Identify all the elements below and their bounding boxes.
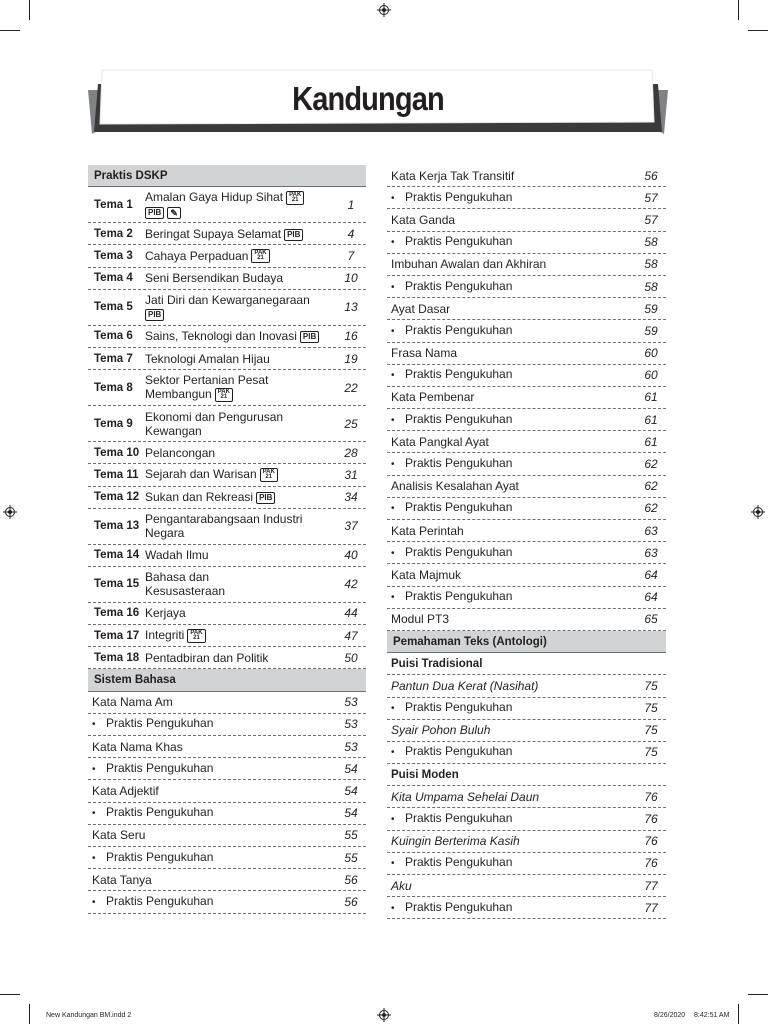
- toc-row[interactable]: Pantun Dua Kerat (Nasihat) 75: [387, 675, 666, 697]
- toc-row-tema-13[interactable]: Tema 13 Pengantarabangsaan Industri Negara 37: [88, 509, 366, 545]
- toc-row[interactable]: Kata Pembenar 61: [387, 387, 666, 409]
- bullet-icon: •: [391, 814, 395, 826]
- toc-row-praktis[interactable]: • Praktis Pengukuhan 59: [387, 320, 666, 342]
- bullet-icon: •: [391, 592, 395, 604]
- section-header-praktis-dskp: Praktis DSKP: [88, 165, 366, 187]
- toc-row[interactable]: Kuingin Berterima Kasih 76: [387, 831, 666, 853]
- toc-row[interactable]: Modul PT3 65: [387, 609, 666, 631]
- toc-row-praktis[interactable]: • Praktis Pengukuhan 58: [387, 232, 666, 254]
- bullet-icon: •: [92, 763, 96, 775]
- registration-mark-icon: [751, 505, 765, 519]
- bullet-icon: •: [92, 808, 96, 820]
- pak21-badge-icon: PAK 21: [260, 468, 278, 482]
- toc-row-praktis[interactable]: • Praktis Pengukuhan 54: [88, 803, 366, 825]
- toc-row[interactable]: Kata Kerja Tak Transitif 56: [387, 165, 666, 187]
- toc-row-tema-16[interactable]: Tema 16 Kerjaya 44: [88, 603, 366, 625]
- toc-row[interactable]: Imbuhan Awalan dan Akhiran 58: [387, 254, 666, 276]
- toc-row-tema-9[interactable]: Tema 9 Ekonomi dan Pengurusan Kewangan 25: [88, 406, 366, 442]
- toc-row-praktis[interactable]: • Praktis Pengukuhan 53: [88, 714, 366, 736]
- crop-mark: [0, 30, 20, 31]
- registration-mark-icon: [377, 1008, 391, 1022]
- toc-row[interactable]: Ayat Dasar 59: [387, 298, 666, 320]
- toc-row-tema-18[interactable]: Tema 18 Pentadbiran dan Politik 50: [88, 647, 366, 669]
- toc-right-column: [387, 165, 666, 919]
- toc-row[interactable]: Kita Umpama Sehelai Daun 76: [387, 786, 666, 808]
- bullet-icon: •: [391, 547, 395, 559]
- footer-time: 8:42:51 AM: [694, 1012, 730, 1019]
- registration-mark-icon: [377, 3, 391, 17]
- crop-mark: [748, 994, 768, 995]
- toc-row-praktis[interactable]: • Praktis Pengukuhan 75: [387, 698, 666, 720]
- checklist-badge-icon: ✎: [167, 207, 181, 219]
- toc-row[interactable]: Frasa Nama 60: [387, 343, 666, 365]
- toc-row[interactable]: Kata Pangkal Ayat 61: [387, 431, 666, 453]
- toc-row[interactable]: Kata Nama Khas 53: [88, 736, 366, 758]
- toc-row[interactable]: Kata Tanya 56: [88, 869, 366, 891]
- toc-row[interactable]: Kata Ganda 57: [387, 209, 666, 231]
- bullet-icon: •: [391, 459, 395, 471]
- pak21-badge-icon: PAK 21: [286, 191, 304, 205]
- subsection-puisi-tradisional: Puisi Tradisional: [387, 653, 666, 675]
- toc-row-tema-3[interactable]: Tema 3 Cahaya Perpaduan PAK 21 7: [88, 245, 366, 267]
- crop-mark: [738, 0, 739, 20]
- bullet-icon: •: [391, 370, 395, 382]
- toc-row-praktis[interactable]: • Praktis Pengukuhan 58: [387, 276, 666, 298]
- bullet-icon: •: [92, 719, 96, 731]
- toc-row-tema-17[interactable]: Tema 17 Integriti PAK 21 47: [88, 625, 366, 647]
- toc-row-praktis[interactable]: • Praktis Pengukuhan 54: [88, 758, 366, 780]
- toc-row[interactable]: Kata Adjektif 54: [88, 780, 366, 802]
- toc-row-tema-10[interactable]: Tema 10 Pelancongan 28: [88, 442, 366, 464]
- bullet-icon: •: [391, 747, 395, 759]
- registration-mark-icon: [3, 505, 17, 519]
- toc-row-praktis[interactable]: • Praktis Pengukuhan 63: [387, 542, 666, 564]
- toc-row-tema-7[interactable]: Tema 7 Teknologi Amalan Hijau 19: [88, 348, 366, 370]
- toc-row-tema-8[interactable]: Tema 8 Sektor Pertanian Pesat Membangun PAK 21 22: [88, 370, 366, 406]
- toc-left-column: [88, 165, 366, 914]
- page-title: Kandungan: [292, 80, 444, 117]
- toc-row-tema-2[interactable]: Tema 2 Beringat Supaya Selamat PIB 4: [88, 223, 366, 245]
- toc-row-praktis[interactable]: • Praktis Pengukuhan 77: [387, 897, 666, 919]
- toc-row[interactable]: Kata Nama Am 53: [88, 692, 366, 714]
- pib-badge-icon: PIB: [300, 331, 319, 343]
- toc-row-tema-6[interactable]: Tema 6 Sains, Teknologi dan Inovasi PIB 16: [88, 326, 366, 348]
- pak21-badge-icon: PAK 21: [251, 249, 269, 263]
- toc-row-praktis[interactable]: • Praktis Pengukuhan 62: [387, 453, 666, 475]
- toc-row[interactable]: Kata Seru 55: [88, 825, 366, 847]
- pib-badge-icon: PIB: [145, 309, 164, 321]
- crop-mark: [29, 0, 30, 20]
- bullet-icon: •: [92, 896, 96, 908]
- toc-row-praktis[interactable]: • Praktis Pengukuhan 76: [387, 808, 666, 830]
- subsection-puisi-moden: Puisi Moden: [387, 764, 666, 786]
- toc-row[interactable]: Analisis Kesalahan Ayat 62: [387, 476, 666, 498]
- footer-date: 8/26/2020: [654, 1012, 686, 1019]
- bullet-icon: •: [391, 503, 395, 515]
- title-banner: [88, 68, 668, 142]
- bullet-icon: •: [391, 858, 395, 870]
- toc-row-tema-5[interactable]: Tema 5 Jati Diri dan Kewarganegaraan PIB 13: [88, 290, 366, 326]
- crop-mark: [748, 30, 768, 31]
- crop-mark: [29, 1004, 30, 1024]
- bullet-icon: •: [92, 852, 96, 864]
- pak21-badge-icon: PAK 21: [215, 388, 233, 402]
- pak21-badge-icon: PAK 21: [187, 629, 205, 643]
- bullet-icon: •: [391, 237, 395, 249]
- crop-mark: [738, 1004, 739, 1024]
- toc-row[interactable]: Syair Pohon Buluh 75: [387, 720, 666, 742]
- toc-row-praktis[interactable]: • Praktis Pengukuhan 57: [387, 187, 666, 209]
- toc-row-tema-14[interactable]: Tema 14 Wadah Ilmu 40: [88, 545, 366, 567]
- footer-file-name: New Kandungan BM.indd 2: [46, 1012, 132, 1019]
- toc-row-praktis[interactable]: • Praktis Pengukuhan 55: [88, 847, 366, 869]
- section-header-pemahaman-teks: Pemahaman Teks (Antologi): [387, 631, 666, 653]
- bullet-icon: •: [391, 902, 395, 914]
- toc-row-praktis[interactable]: • Praktis Pengukuhan 60: [387, 365, 666, 387]
- toc-row-praktis[interactable]: • Praktis Pengukuhan 56: [88, 891, 366, 913]
- toc-row-tema-11[interactable]: Tema 11 Sejarah dan Warisan PAK 21 31: [88, 464, 366, 486]
- section-header-sistem-bahasa: Sistem Bahasa: [88, 669, 366, 691]
- toc-row-praktis[interactable]: • Praktis Pengukuhan 64: [387, 587, 666, 609]
- toc-row[interactable]: Kata Perintah 63: [387, 520, 666, 542]
- toc-row-praktis[interactable]: • Praktis Pengukuhan 76: [387, 853, 666, 875]
- toc-row-tema-4[interactable]: Tema 4 Seni Bersendikan Budaya 10: [88, 268, 366, 290]
- toc-row[interactable]: Kata Majmuk 64: [387, 564, 666, 586]
- toc-row-tema-12[interactable]: Tema 12 Sukan dan Rekreasi PIB 34: [88, 487, 366, 509]
- bullet-icon: •: [391, 325, 395, 337]
- toc-row-praktis[interactable]: • Praktis Pengukuhan 75: [387, 742, 666, 764]
- toc-row-praktis[interactable]: • Praktis Pengukuhan 62: [387, 498, 666, 520]
- pib-badge-icon: PIB: [284, 229, 303, 241]
- pib-badge-icon: PIB: [256, 492, 275, 504]
- pib-badge-icon: PIB: [145, 207, 164, 219]
- toc-row-tema-1[interactable]: Tema 1 Amalan Gaya Hidup Sihat PAK 21 PIB ✎ 1: [88, 187, 366, 223]
- bullet-icon: •: [391, 192, 395, 204]
- toc-row[interactable]: Aku 77: [387, 875, 666, 897]
- bullet-icon: •: [391, 281, 395, 293]
- crop-mark: [0, 994, 20, 995]
- toc-row-praktis[interactable]: • Praktis Pengukuhan 61: [387, 409, 666, 431]
- bullet-icon: •: [391, 703, 395, 715]
- bullet-icon: •: [391, 414, 395, 426]
- toc-row-tema-15[interactable]: Tema 15 Bahasa dan Kesusasteraan 42: [88, 567, 366, 603]
